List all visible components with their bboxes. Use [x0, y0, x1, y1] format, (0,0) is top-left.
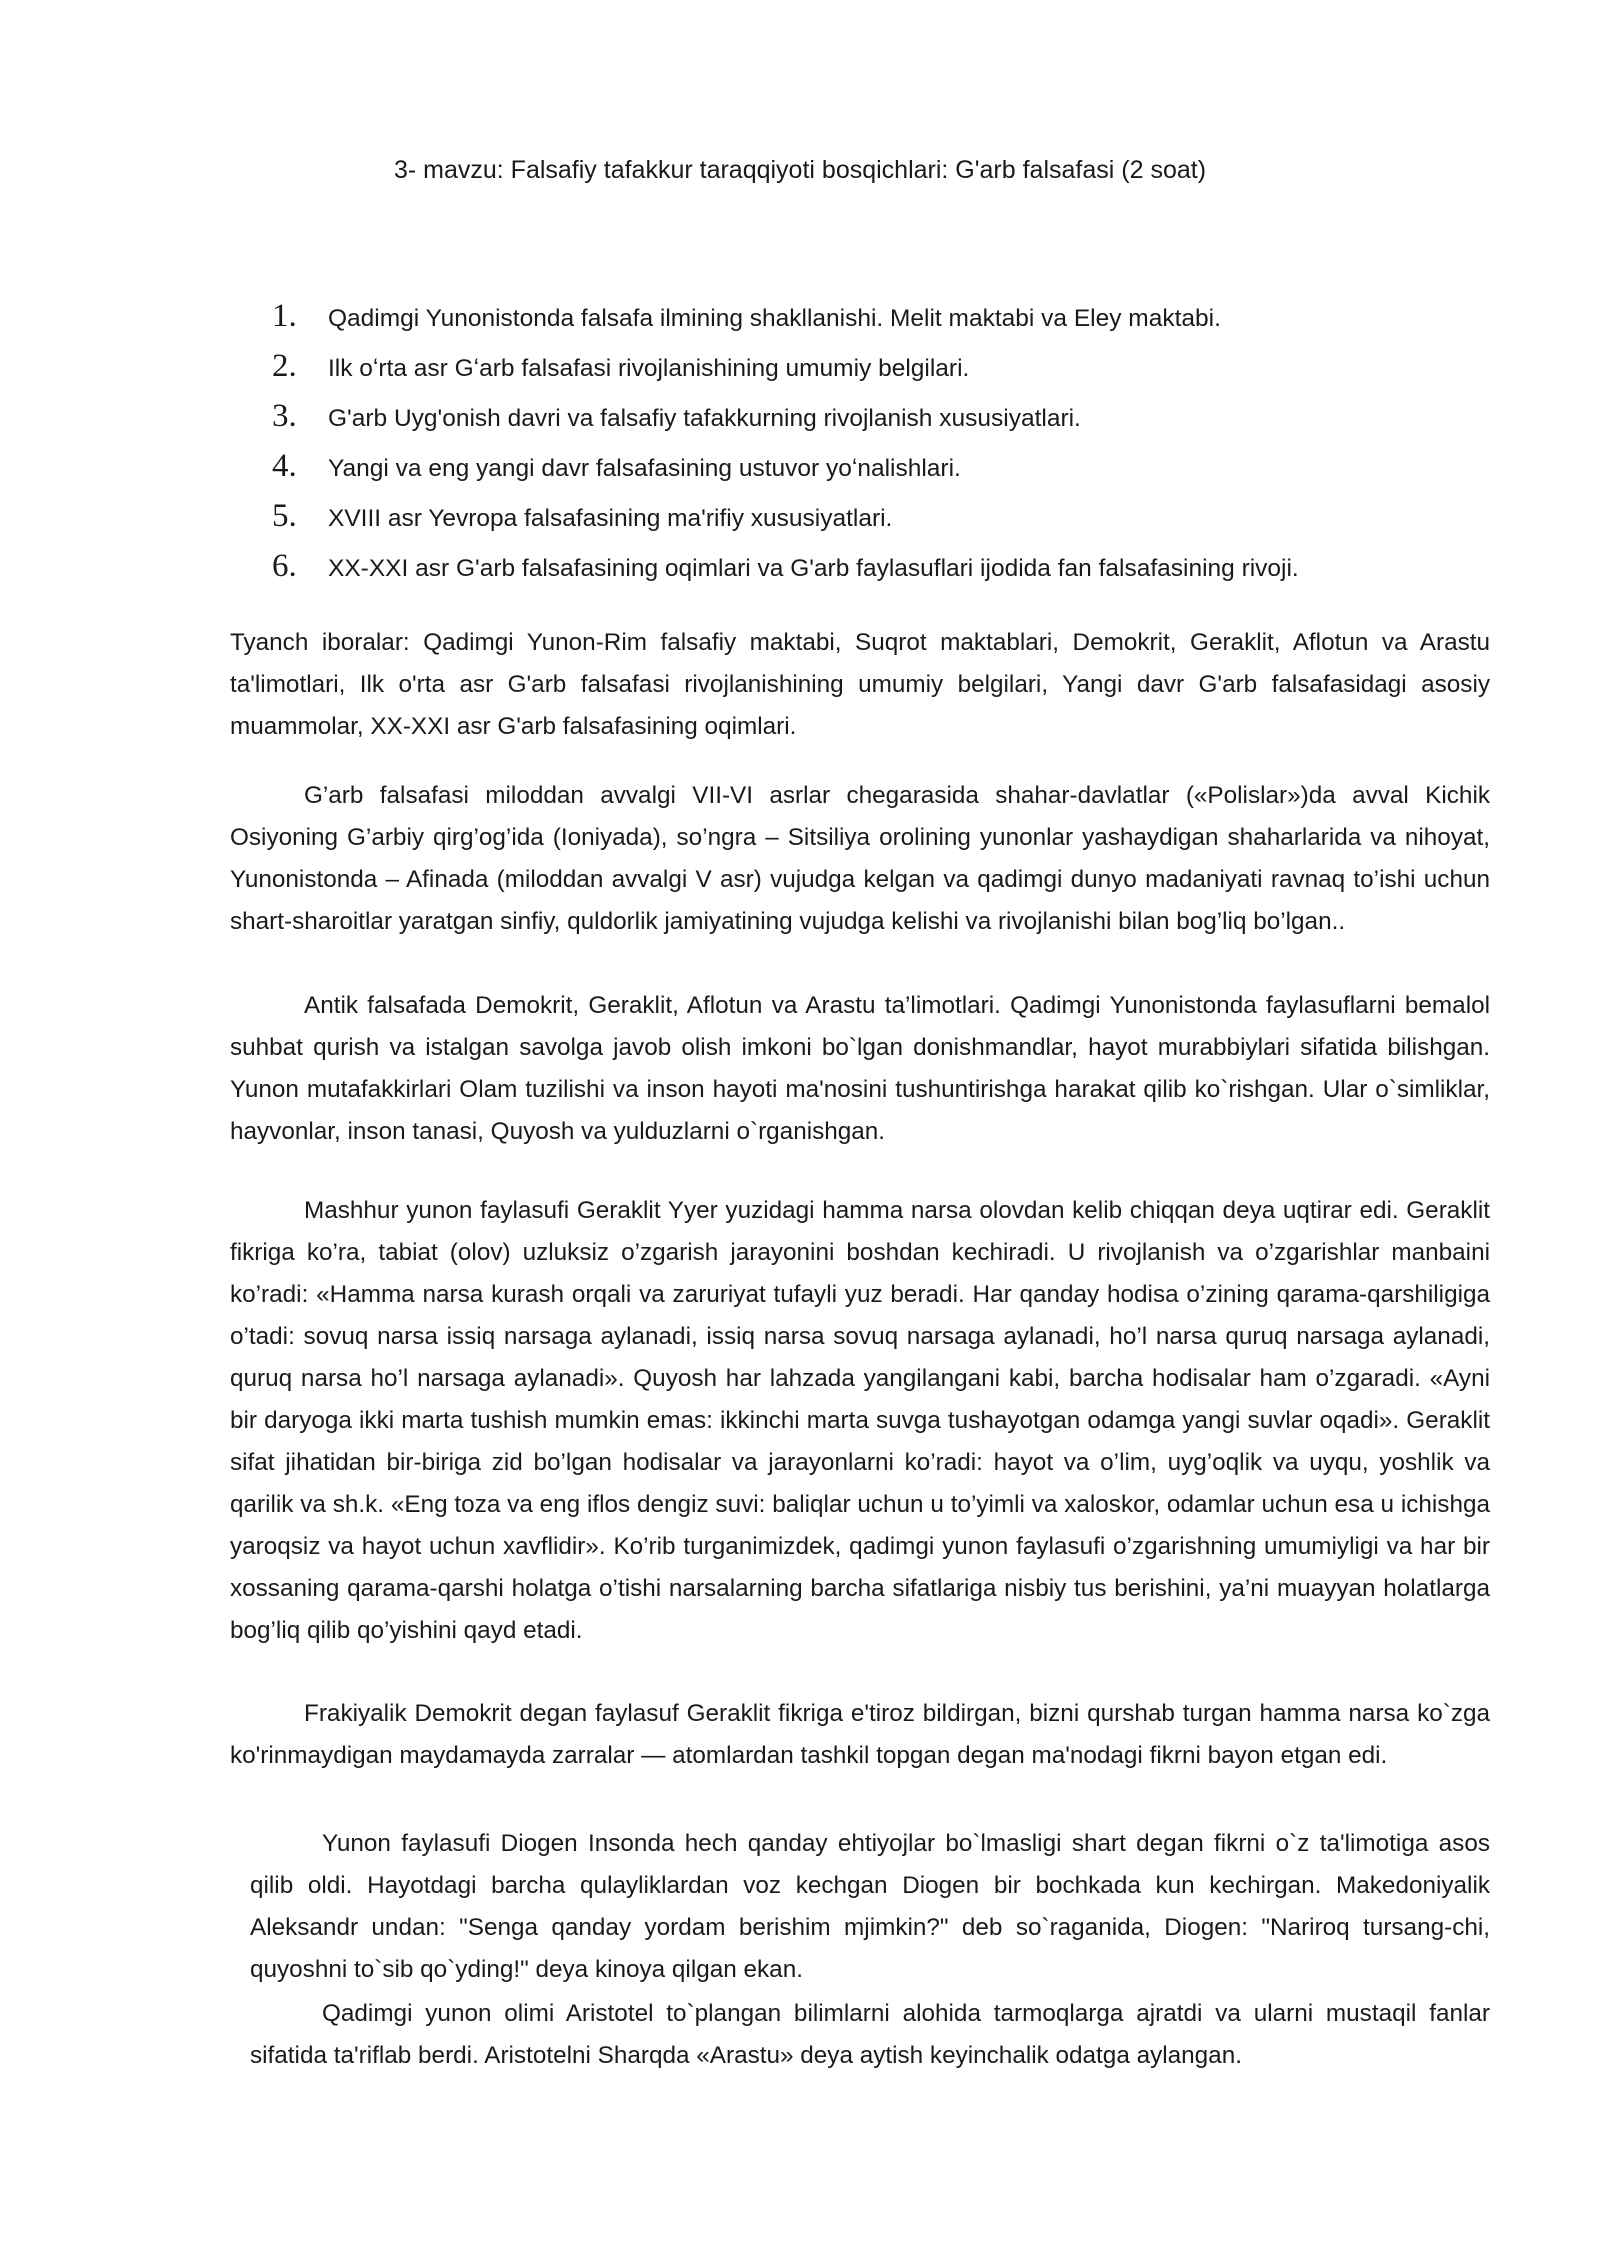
list-item — [272, 398, 1472, 448]
body-paragraph-western-origins: G’arb falsafasi miloddan avvalgi VII-VI asrlar chegarasida shahar-davlatlar («Polislar»)da avval Kichik Osiyoning G’arbiy qirg’og’ida (Ioniyada), so’ngra – Sitsiliya orolining yunonlar yashaydigan shaharlarida va nihoyat, Yunonistonda – Afinada (miloddan avvalgi V asr) vujudga kelgan va qadimgi dunyo madaniyati ravnaq to’ishi uchun shart-sharoitlar yaratgan sinfiy, quldorlik jamiyatining vujudga kelishi va rivojlanishi bilan bog’liq bo’lgan.. — [230, 782, 1490, 935]
list-item-text: Yangi va eng yangi davr falsafasining ustuvor yoʻnalishlari. — [328, 455, 961, 482]
list-item-number: 6. — [272, 548, 297, 584]
list-item — [272, 448, 1472, 498]
list-item — [272, 298, 1472, 348]
list-item-number: 4. — [272, 448, 297, 484]
topic-list — [272, 298, 1472, 598]
list-item-text: Ilk oʻrta asr Gʻarb falsafasi rivojlanishining umumiy belgilari. — [328, 355, 970, 382]
list-item-number: 1. — [272, 298, 297, 334]
body-paragraph-aristotle: Qadimgi yunon olimi Aristotel to`plangan bilimlarni alohida tarmoqlarga ajratdi va ularni mustaqil fanlar sifatida ta'riflab berdi. Aristotelni Sharqda «Arastu» deya aytish keyinchalik odatga aylangan. — [250, 2000, 1490, 2069]
list-item-text: XVIII asr Yevropa falsafasining ma'rifiy xususiyatlari. — [328, 505, 893, 532]
list-item-text: Qadimgi Yunonistonda falsafa ilmining shakllanishi. Melit maktabi va Eley maktabi. — [328, 305, 1221, 332]
body-paragraph-diogenes: Yunon faylasufi Diogen Insonda hech qanday ehtiyojlar bo`lmasligi shart degan fikrni o`z ta'limotiga asos qilib oldi. Hayotdagi barcha qulayliklardan voz kechgan Diogen bir bochkada kun kechirgan. Makedoniyalik Aleksandr undan: "Senga qanday yordam berishim mjimkin?" deb so`raganida, Diogen: "Nariroq tursang-chi, quyoshni to`sib qo`yding!" deya kinoya qilgan ekan. — [250, 1830, 1490, 1983]
body-paragraph-democritus: Frakiyalik Demokrit degan faylasuf Geraklit fikriga e'tiroz bildirgan, bizni qurshab turgan hamma narsa ko`zga ko'rinmaydigan maydamayda zarralar — atomlardan tashkil topgan degan ma'nodagi fikrni bayon etgan edi. — [230, 1700, 1490, 1769]
body-paragraph-heraclitus: Mashhur yunon faylasufi Geraklit Yyer yuzidagi hamma narsa olovdan kelib chiqqan deya uqtirar edi. Geraklit fikriga ko’ra, tabiat (olov) uzluksiz o’zgarish jarayonini boshdan kechiradi. U rivojlanish va o’zgarishlar manbaini ko’radi: «Hamma narsa kurash orqali va zaruriyat tufayli yuz beradi. Har qanday hodisa o’zining qarama-qarshiligiga o’tadi: sovuq narsa issiq narsaga aylanadi, issiq narsa sovuq narsaga aylanadi, ho’l narsa quruq narsaga aylanadi, quruq narsa ho’l narsaga aylanadi». Quyosh har lahzada yangilangani kabi, barcha hodisalar ham o’zgaradi. «Ayni bir daryoga ikki marta tushish mumkin emas: ikkinchi marta suvga tushayotgan odamga yangi suvlar oqadi». Geraklit sifat jihatidan bir-biriga zid bo’lgan hodisalar va jarayonlarni ko’radi: hayot va o’lim, uyg’oqlik va uyqu, yoshlik va qarilik va sh.k. «Eng toza va eng iflos dengiz suvi: baliqlar uchun u to’yimli va xaloskor, odamlar uchun esa u ichishga yaroqsiz va hayot uchun xavflidir». Ko’rib turganimizdek, qadimgi yunon faylasufi o’zgarishning umumiyligi va har bir xossaning qarama-qarshi holatga o’tishi narsalarning barcha sifatlariga nisbiy tus berishini, ya’ni muayyan holatlarga bog’liq qilib qo’yishini qayd etadi. — [230, 1197, 1490, 1644]
list-item — [272, 348, 1472, 398]
list-item-text: XX-XXI asr G'arb falsafasining oqimlari va G'arb faylasuflari ijodida fan falsafasining rivoji. — [328, 555, 1299, 582]
list-item — [272, 498, 1472, 548]
list-item-text: G'arb Uyg'onish davri va falsafiy tafakkurning rivojlanish xususiyatlari. — [328, 405, 1081, 432]
keywords-paragraph: Tyanch iboralar: Qadimgi Yunon-Rim falsafiy maktabi, Suqrot maktablari, Demokrit, Geraklit, Aflotun va Arastu ta'limotlari, Ilk o'rta asr G'arb falsafasi rivojlanishining umumiy belgilari, Yangi davr G'arb falsafasidagi asosiy muammolar, XX-XXI asr G'arb falsafasining oqimlari. — [230, 629, 1490, 740]
page-title: 3- mavzu: Falsafiy tafakkur taraqqiyoti bosqichlari: G'arb falsafasi (2 soat) — [393, 156, 1207, 184]
list-item-number: 2. — [272, 348, 297, 384]
list-item-number: 5. — [272, 498, 297, 534]
list-item-number: 3. — [272, 398, 297, 434]
list-item — [272, 548, 1472, 598]
body-paragraph-antique-philosophy: Antik falsafada Demokrit, Geraklit, Aflotun va Arastu ta’limotlari. Qadimgi Yunonistonda faylasuflarni bemalol suhbat qurish va istalgan savolga javob olish imkoni bo`lgan donishmandlar, hayot murabbiylari sifatida bilishgan. Yunon mutafakkirlari Olam tuzilishi va inson hayoti ma'nosini tushuntirishga harakat qilib ko`rishgan. Ular o`simliklar, hayvonlar, inson tanasi, Quyosh va yulduzlarni o`rganishgan. — [230, 992, 1490, 1145]
